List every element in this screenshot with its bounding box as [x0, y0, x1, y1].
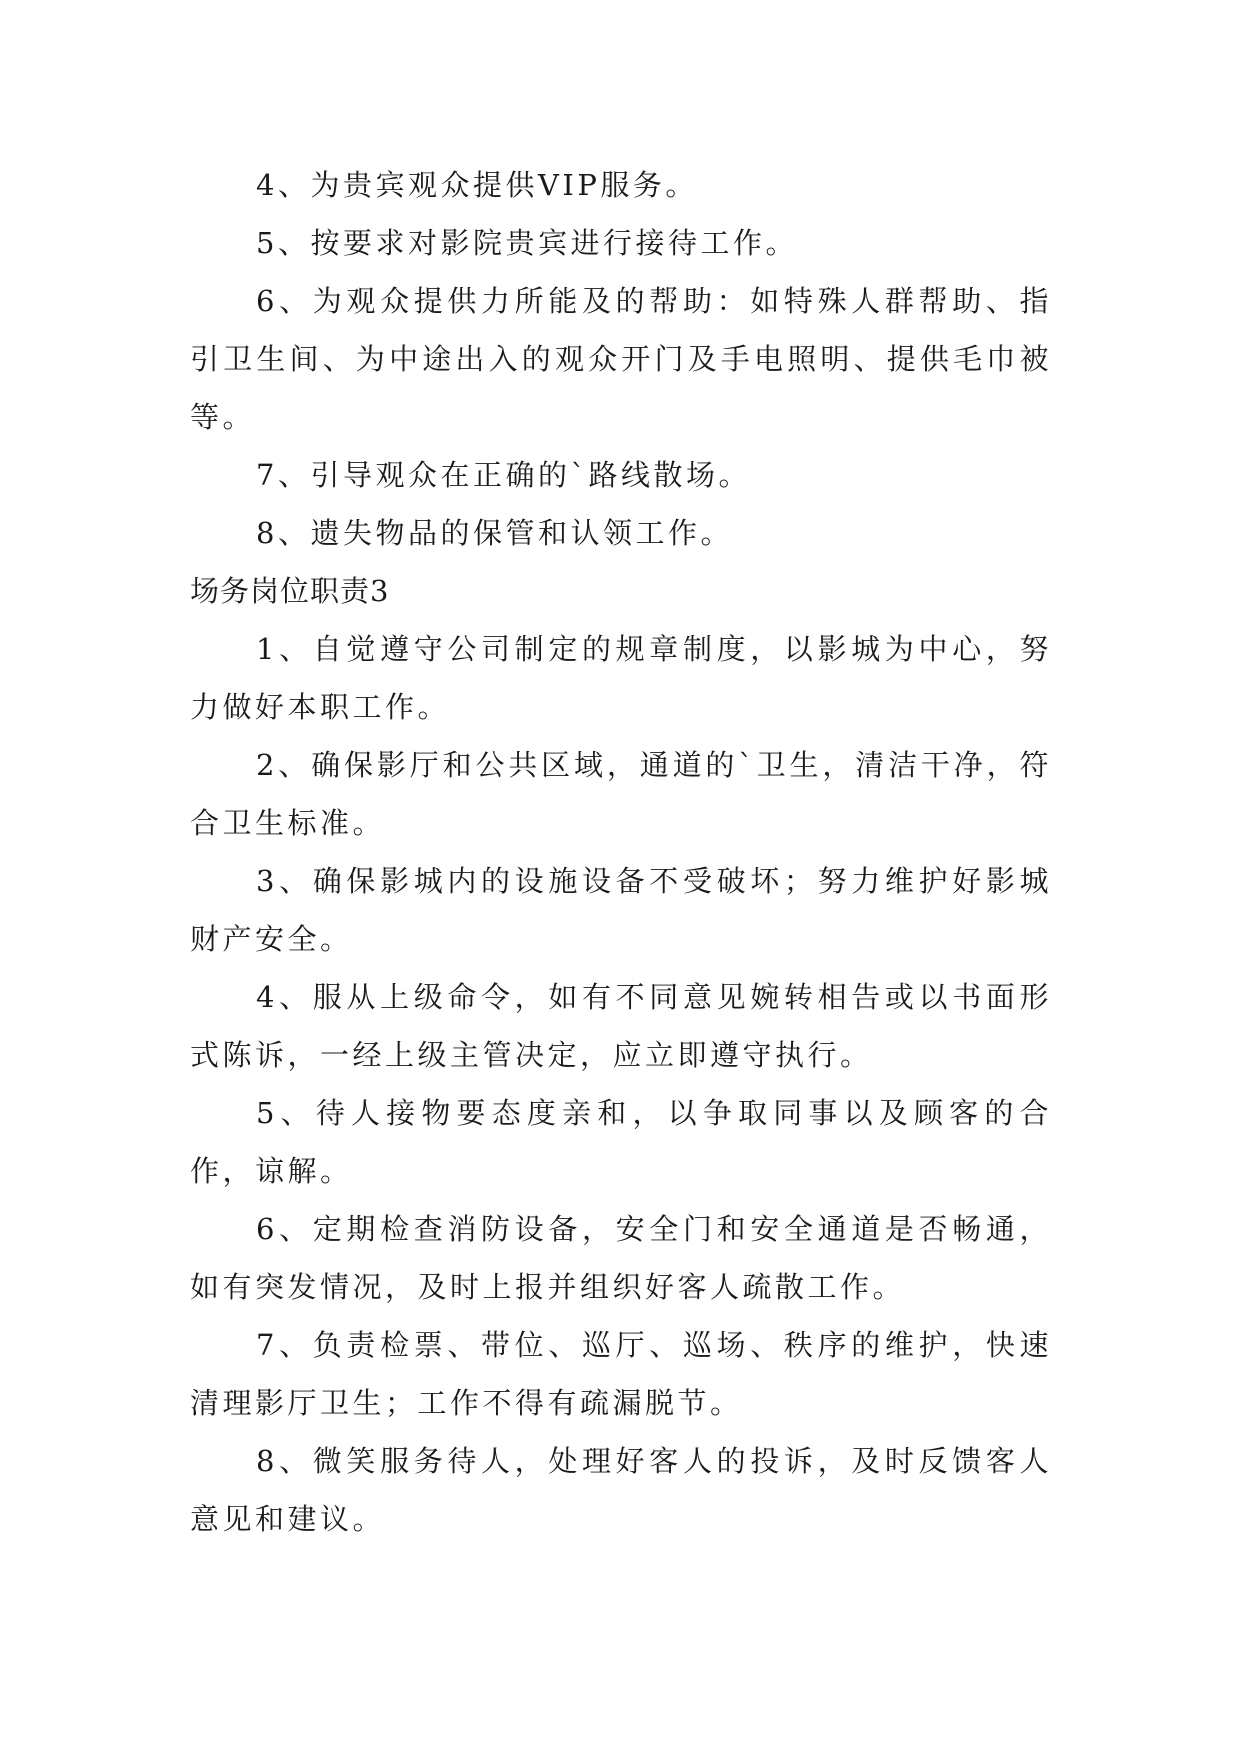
section-heading: 场务岗位职责3: [190, 574, 390, 608]
paragraph-duty-3: 3、确保影城内的设施设备不受破坏；努力维护好影城财产安全。: [190, 864, 1052, 956]
paragraph-duty-5: 5、待人接物要态度亲和，以争取同事以及顾客的合作，谅解。: [190, 1096, 1052, 1188]
paragraph-duty-2: 2、确保影厅和公共区域，通道的`卫生，清洁干净，符合卫生标准。: [190, 748, 1052, 840]
paragraph-duty-1: 1、自觉遵守公司制定的规章制度，以影城为中心，努力做好本职工作。: [190, 632, 1052, 724]
document-body: [190, 156, 1052, 1548]
paragraph-vip-service: 4、为贵宾观众提供VIP服务。: [256, 168, 698, 202]
paragraph-duty-6: 6、定期检查消防设备，安全门和安全通道是否畅通，如有突发情况，及时上报并组织好客人疏散工作。: [190, 1212, 1052, 1304]
paragraph-duty-4: 4、服从上级命令，如有不同意见婉转相告或以书面形式陈诉，一经上级主管决定，应立即遵守执行。: [190, 980, 1052, 1072]
paragraph-exit-guidance: 7、引导观众在正确的`路线散场。: [256, 458, 751, 492]
paragraph-duty-8: 8、微笑服务待人，处理好客人的投诉，及时反馈客人意见和建议。: [190, 1444, 1052, 1536]
paragraph-duty-7: 7、负责检票、带位、巡厅、巡场、秩序的维护，快速清理影厅卫生；工作不得有疏漏脱节。: [190, 1328, 1052, 1420]
paragraph-audience-help: 6、为观众提供力所能及的帮助：如特殊人群帮助、指引卫生间、为中途出入的观众开门及手电照明、提供毛巾被等。: [190, 284, 1052, 434]
paragraph-lost-items: 8、遗失物品的保管和认领工作。: [256, 516, 733, 550]
paragraph-vip-reception: 5、按要求对影院贵宾进行接待工作。: [256, 226, 798, 260]
